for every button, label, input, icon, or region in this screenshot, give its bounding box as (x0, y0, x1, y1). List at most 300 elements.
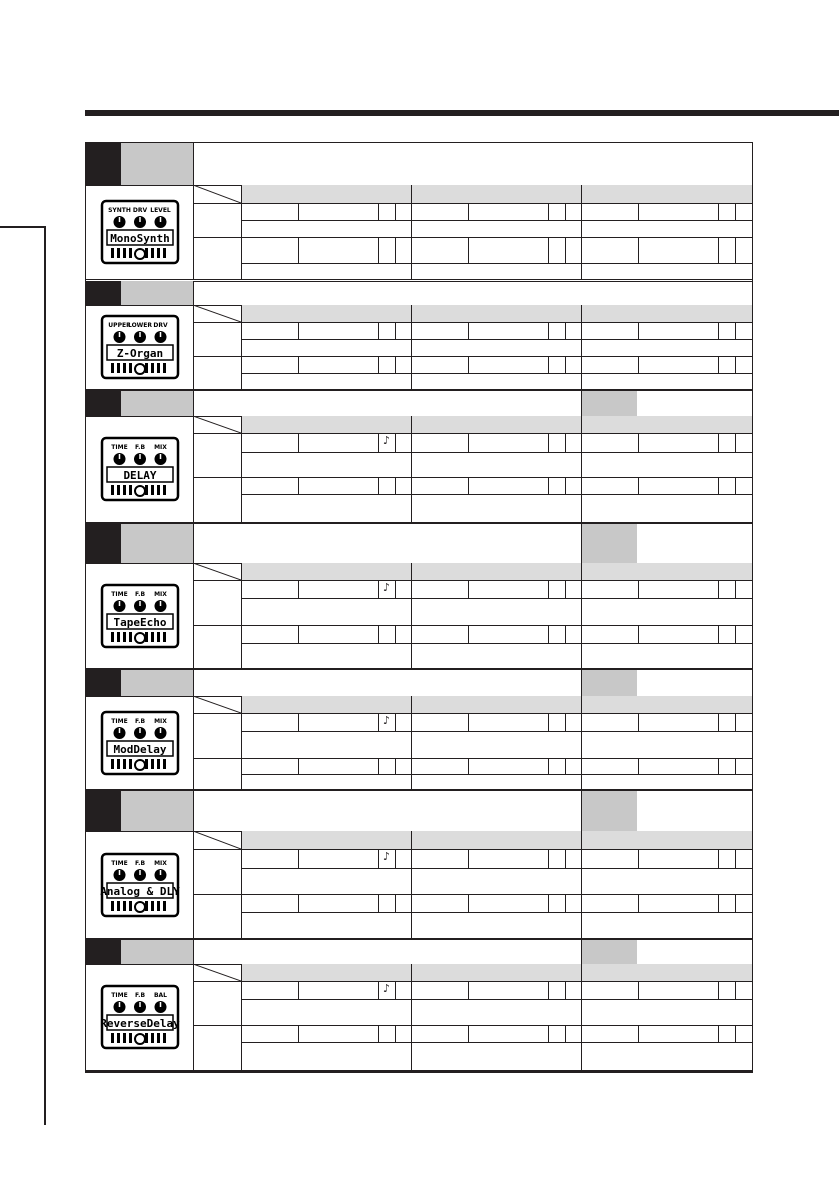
footswitch-icon (135, 364, 145, 374)
param-cell-divider (298, 713, 299, 731)
param-cell-divider (735, 625, 736, 643)
param-cell-divider (638, 713, 639, 731)
param-row-rule (241, 339, 752, 340)
pedal-name: ModDelay (113, 742, 166, 756)
param-cell-divider (548, 203, 549, 220)
param-cell-divider (638, 894, 639, 912)
bar-icon (163, 485, 166, 495)
bar-icon (157, 1033, 160, 1043)
param-cell-divider (298, 981, 299, 999)
param-column-header (241, 831, 411, 849)
param-cell-divider (395, 1025, 396, 1042)
side-box-divider (581, 670, 582, 696)
param-column-divider (241, 416, 242, 522)
param-cell-divider (298, 203, 299, 220)
footswitch-icon (135, 902, 145, 912)
param-cell-divider (468, 203, 469, 220)
param-cell-divider (718, 477, 719, 494)
bar-icon (129, 632, 132, 642)
effect-name-box (121, 791, 193, 831)
param-block-rule (193, 981, 752, 982)
param-cell-divider (735, 433, 736, 452)
param-cell-divider (395, 849, 396, 868)
bar-icon (117, 632, 120, 642)
param-cell-divider (548, 625, 549, 643)
param-column-header (241, 185, 411, 203)
param-block-rule (193, 894, 752, 895)
param-cell-divider (378, 356, 379, 373)
bar-icon (163, 759, 166, 769)
side-name-box (581, 391, 637, 416)
knob-label: F.B (134, 717, 145, 725)
bar-icon (111, 363, 114, 373)
bar-icon (123, 632, 126, 642)
pedal-name: Analog & DLY (99, 884, 180, 898)
knob-label: BAL (153, 992, 167, 999)
bar-icon (157, 632, 160, 642)
param-column-header (411, 964, 581, 981)
param-column-divider (241, 964, 242, 1070)
param-cell-divider (565, 203, 566, 220)
footswitch-icon (135, 633, 145, 643)
param-cell-divider (298, 894, 299, 912)
param-column-header (411, 831, 581, 849)
bar-icon (123, 248, 126, 258)
side-name-box (581, 670, 637, 696)
knob-label: TIME (110, 992, 128, 999)
param-block-rule (193, 322, 752, 323)
param-column-divider (581, 831, 582, 938)
param-column-divider (411, 964, 412, 1070)
param-cell-divider (638, 849, 639, 868)
corner-diagonal (193, 305, 241, 322)
bar-icon (163, 901, 166, 911)
param-cell-divider (735, 713, 736, 731)
param-column-divider (581, 185, 582, 279)
corner-diagonal (193, 563, 241, 580)
param-column-divider (241, 305, 242, 389)
footswitch-icon (135, 760, 145, 770)
param-cell-divider (718, 625, 719, 643)
bar-icon (157, 485, 160, 495)
knob-label: SYNTH (107, 207, 131, 214)
param-column-divider (241, 696, 242, 789)
pedal-illustration (99, 582, 181, 650)
param-block-rule (193, 433, 752, 434)
param-cell-divider (565, 849, 566, 868)
param-column-header (241, 305, 411, 322)
param-cell-divider (468, 713, 469, 731)
param-column-divider (581, 964, 582, 1070)
param-column-header (581, 185, 752, 203)
param-column-divider (241, 563, 242, 668)
bar-icon (145, 485, 148, 495)
bar-icon (111, 248, 114, 258)
pedal-illustration (99, 313, 181, 381)
mod-delay-pedal-icon (99, 709, 181, 777)
effect-number-tab (86, 143, 121, 185)
param-cell-divider (395, 625, 396, 643)
param-block-rule (193, 1025, 752, 1026)
param-block-rule (193, 356, 752, 357)
param-column-header (581, 831, 752, 849)
header-divider (193, 791, 194, 938)
effect-number-tab (86, 391, 121, 416)
bar-icon (111, 632, 114, 642)
param-cell-divider (395, 356, 396, 373)
param-column-divider (411, 696, 412, 789)
param-cell-divider (378, 1025, 379, 1042)
bar-icon (157, 759, 160, 769)
param-cell-divider (378, 758, 379, 774)
param-cell-divider (735, 758, 736, 774)
param-column-header (581, 416, 752, 433)
param-cell-divider (565, 477, 566, 494)
analog-delay-pedal-icon (99, 851, 181, 919)
param-cell-divider (638, 203, 639, 220)
param-cell-divider (298, 625, 299, 643)
param-cell-divider (565, 433, 566, 452)
param-column-header (581, 563, 752, 580)
param-cell-divider (378, 625, 379, 643)
param-cell-divider (395, 981, 396, 999)
param-cell-divider (395, 433, 396, 452)
param-cell-divider (468, 237, 469, 263)
bar-icon (123, 901, 126, 911)
param-cell-divider (468, 894, 469, 912)
param-column-divider (581, 696, 582, 789)
param-column-header (581, 964, 752, 981)
param-cell-divider (378, 894, 379, 912)
bar-icon (151, 901, 154, 911)
param-row-rule (241, 999, 752, 1000)
pedal-name: MonoSynth (109, 232, 170, 245)
pedal-illustration (99, 983, 181, 1051)
bar-icon (129, 248, 132, 258)
param-cell-divider (548, 849, 549, 868)
param-column-header (241, 696, 411, 713)
param-cell-divider (378, 322, 379, 339)
param-block-rule (193, 203, 752, 204)
param-cell-divider (735, 580, 736, 598)
margin-tick (0, 226, 46, 228)
param-cell-divider (395, 580, 396, 598)
param-cell-divider (548, 981, 549, 999)
param-column-header (581, 696, 752, 713)
bar-icon (163, 1033, 166, 1043)
knob-label: TIME (110, 444, 128, 451)
param-cell-divider (718, 894, 719, 912)
bar-icon (129, 759, 132, 769)
bar-icon (151, 1033, 154, 1043)
note-symbol: ♪ (382, 850, 391, 863)
corner-diagonal (193, 831, 241, 849)
bar-icon (111, 759, 114, 769)
bar-icon (117, 248, 120, 258)
param-cell-divider (468, 322, 469, 339)
side-box-divider (581, 791, 582, 831)
knob-label: F.B (134, 590, 145, 598)
param-cell-divider (735, 981, 736, 999)
param-cell-divider (565, 758, 566, 774)
param-block-rule (193, 625, 752, 626)
footswitch-icon (135, 249, 145, 259)
footswitch-icon (135, 1034, 145, 1044)
effect-number-tab (86, 791, 121, 831)
note-symbol: ♪ (382, 714, 391, 727)
param-row-rule (241, 731, 752, 732)
side-name-box (581, 940, 637, 964)
bar-icon (111, 1033, 114, 1043)
knob-label: DRV (152, 322, 168, 329)
param-block-rule (193, 580, 752, 581)
param-cell-divider (565, 237, 566, 263)
param-row-rule (241, 373, 752, 374)
param-cell-divider (548, 477, 549, 494)
param-row-rule (241, 1042, 752, 1043)
param-cell-divider (638, 322, 639, 339)
side-name-box (581, 791, 637, 831)
footswitch-icon (135, 486, 145, 496)
knob-label: F.B (134, 444, 145, 451)
knob-label: LOWER (127, 322, 152, 329)
param-cell-divider (718, 713, 719, 731)
side-box-divider (581, 391, 582, 416)
param-cell-divider (298, 237, 299, 263)
bar-icon (145, 632, 148, 642)
param-cell-divider (548, 758, 549, 774)
param-column-divider (581, 416, 582, 522)
param-row-rule (241, 912, 752, 913)
bar-icon (117, 363, 120, 373)
side-box-divider (581, 940, 582, 964)
header-divider (193, 940, 194, 1070)
param-row-rule (241, 452, 752, 453)
bar-icon (123, 363, 126, 373)
param-column-divider (581, 305, 582, 389)
param-cell-divider (468, 433, 469, 452)
corner-diagonal (193, 185, 241, 203)
bar-icon (145, 1033, 148, 1043)
param-cell-divider (565, 625, 566, 643)
param-row-rule (241, 643, 752, 644)
bar-icon (163, 632, 166, 642)
bar-icon (151, 632, 154, 642)
param-cell-divider (395, 758, 396, 774)
param-block-rule (193, 237, 752, 238)
pedal-illustration (99, 709, 181, 777)
knob-label: DRV (132, 207, 147, 214)
bar-icon (151, 248, 154, 258)
param-cell-divider (468, 477, 469, 494)
bar-icon (117, 485, 120, 495)
header-divider (193, 281, 194, 389)
param-cell-divider (735, 849, 736, 868)
note-symbol: ♪ (382, 982, 391, 995)
bar-icon (157, 901, 160, 911)
bar-icon (151, 363, 154, 373)
pedal-illustration (99, 851, 181, 919)
param-cell-divider (468, 758, 469, 774)
param-cell-divider (565, 981, 566, 999)
param-cell-divider (298, 356, 299, 373)
effect-name-box (121, 391, 193, 416)
param-column-divider (581, 563, 582, 668)
param-cell-divider (548, 433, 549, 452)
bar-icon (117, 901, 120, 911)
knob-label: MIX (153, 590, 167, 598)
effect-name-box (121, 143, 193, 185)
knob-label: TIME (110, 717, 128, 725)
param-column-divider (411, 416, 412, 522)
param-row-rule (241, 263, 752, 264)
bar-icon (157, 248, 160, 258)
bar-icon (129, 1033, 132, 1043)
param-cell-divider (638, 237, 639, 263)
param-row-rule (241, 598, 752, 599)
param-cell-divider (298, 1025, 299, 1042)
param-cell-divider (298, 477, 299, 494)
param-cell-divider (468, 981, 469, 999)
knob-label: MIX (153, 717, 167, 725)
param-cell-divider (378, 477, 379, 494)
param-cell-divider (548, 713, 549, 731)
effect-number-tab (86, 940, 121, 964)
param-cell-divider (395, 713, 396, 731)
param-cell-divider (718, 203, 719, 220)
pedal-name: ReverseDelay (99, 1017, 180, 1030)
param-cell-divider (548, 322, 549, 339)
effect-number-tab (86, 281, 121, 305)
param-cell-divider (735, 356, 736, 373)
param-cell-divider (718, 322, 719, 339)
reverse-delay-pedal-icon (99, 983, 181, 1051)
param-column-header (241, 563, 411, 580)
param-cell-divider (548, 580, 549, 598)
bar-icon (145, 363, 148, 373)
corner-diagonal (193, 416, 241, 433)
header-divider (193, 670, 194, 789)
param-block-rule (193, 849, 752, 850)
bar-icon (117, 1033, 120, 1043)
corner-diagonal (193, 696, 241, 713)
param-cell-divider (565, 356, 566, 373)
bar-icon (129, 901, 132, 911)
param-cell-divider (718, 849, 719, 868)
param-cell-divider (395, 894, 396, 912)
param-cell-divider (718, 433, 719, 452)
delay-pedal-icon (99, 435, 181, 503)
param-cell-divider (638, 433, 639, 452)
param-cell-divider (298, 322, 299, 339)
param-cell-divider (548, 1025, 549, 1042)
param-cell-divider (638, 1025, 639, 1042)
pedal-illustration (99, 435, 181, 503)
param-cell-divider (395, 203, 396, 220)
param-column-divider (241, 185, 242, 279)
param-column-header (241, 964, 411, 981)
bar-icon (123, 485, 126, 495)
param-cell-divider (395, 322, 396, 339)
knob-label: F.B (134, 992, 145, 999)
param-cell-divider (378, 203, 379, 220)
header-divider (193, 391, 194, 522)
param-row-rule (241, 868, 752, 869)
param-cell-divider (735, 1025, 736, 1042)
param-cell-divider (735, 203, 736, 220)
effect-name-box (121, 281, 193, 305)
knob-label: LEVEL (149, 207, 171, 214)
bar-icon (123, 1033, 126, 1043)
z-organ-pedal-icon (99, 313, 181, 381)
bar-icon (145, 248, 148, 258)
knob-label: UPPER (107, 322, 131, 329)
param-block-rule (193, 477, 752, 478)
param-column-header (411, 185, 581, 203)
effect-number-tab (86, 670, 121, 696)
param-cell-divider (395, 237, 396, 263)
param-cell-divider (298, 849, 299, 868)
effect-name-box (121, 524, 193, 563)
param-column-header (411, 696, 581, 713)
corner-diagonal (193, 964, 241, 981)
param-cell-divider (468, 625, 469, 643)
effect-name-box (121, 940, 193, 964)
param-block-rule (193, 758, 752, 759)
bar-icon (163, 363, 166, 373)
note-symbol: ♪ (382, 434, 391, 447)
param-row-rule (241, 220, 752, 221)
pedal-illustration (99, 198, 181, 266)
knob-label: TIME (110, 590, 128, 598)
effect-name-box (121, 670, 193, 696)
param-cell-divider (638, 981, 639, 999)
param-cell-divider (565, 894, 566, 912)
param-cell-divider (565, 322, 566, 339)
param-column-divider (411, 563, 412, 668)
pedal-name: DELAY (122, 469, 157, 482)
param-column-header (411, 416, 581, 433)
table-bottom-rule (85, 1071, 753, 1073)
top-rule (85, 110, 839, 116)
param-cell-divider (718, 981, 719, 999)
section-bottom-rule (86, 1070, 752, 1071)
note-symbol: ♪ (382, 581, 391, 594)
param-block-rule (193, 713, 752, 714)
param-cell-divider (468, 849, 469, 868)
section-bottom-rule (86, 279, 752, 280)
knob-label: MIX (153, 444, 167, 451)
param-column-header (411, 305, 581, 322)
param-cell-divider (548, 894, 549, 912)
param-cell-divider (718, 1025, 719, 1042)
bar-icon (145, 759, 148, 769)
param-column-header (581, 305, 752, 322)
param-cell-divider (565, 580, 566, 598)
param-cell-divider (638, 758, 639, 774)
param-column-divider (411, 185, 412, 279)
param-cell-divider (468, 1025, 469, 1042)
param-row-rule (241, 494, 752, 495)
param-cell-divider (735, 894, 736, 912)
param-column-header (241, 416, 411, 433)
bar-icon (163, 248, 166, 258)
bar-icon (123, 759, 126, 769)
param-cell-divider (468, 580, 469, 598)
param-cell-divider (718, 237, 719, 263)
header-divider (193, 143, 194, 279)
param-column-header (411, 563, 581, 580)
